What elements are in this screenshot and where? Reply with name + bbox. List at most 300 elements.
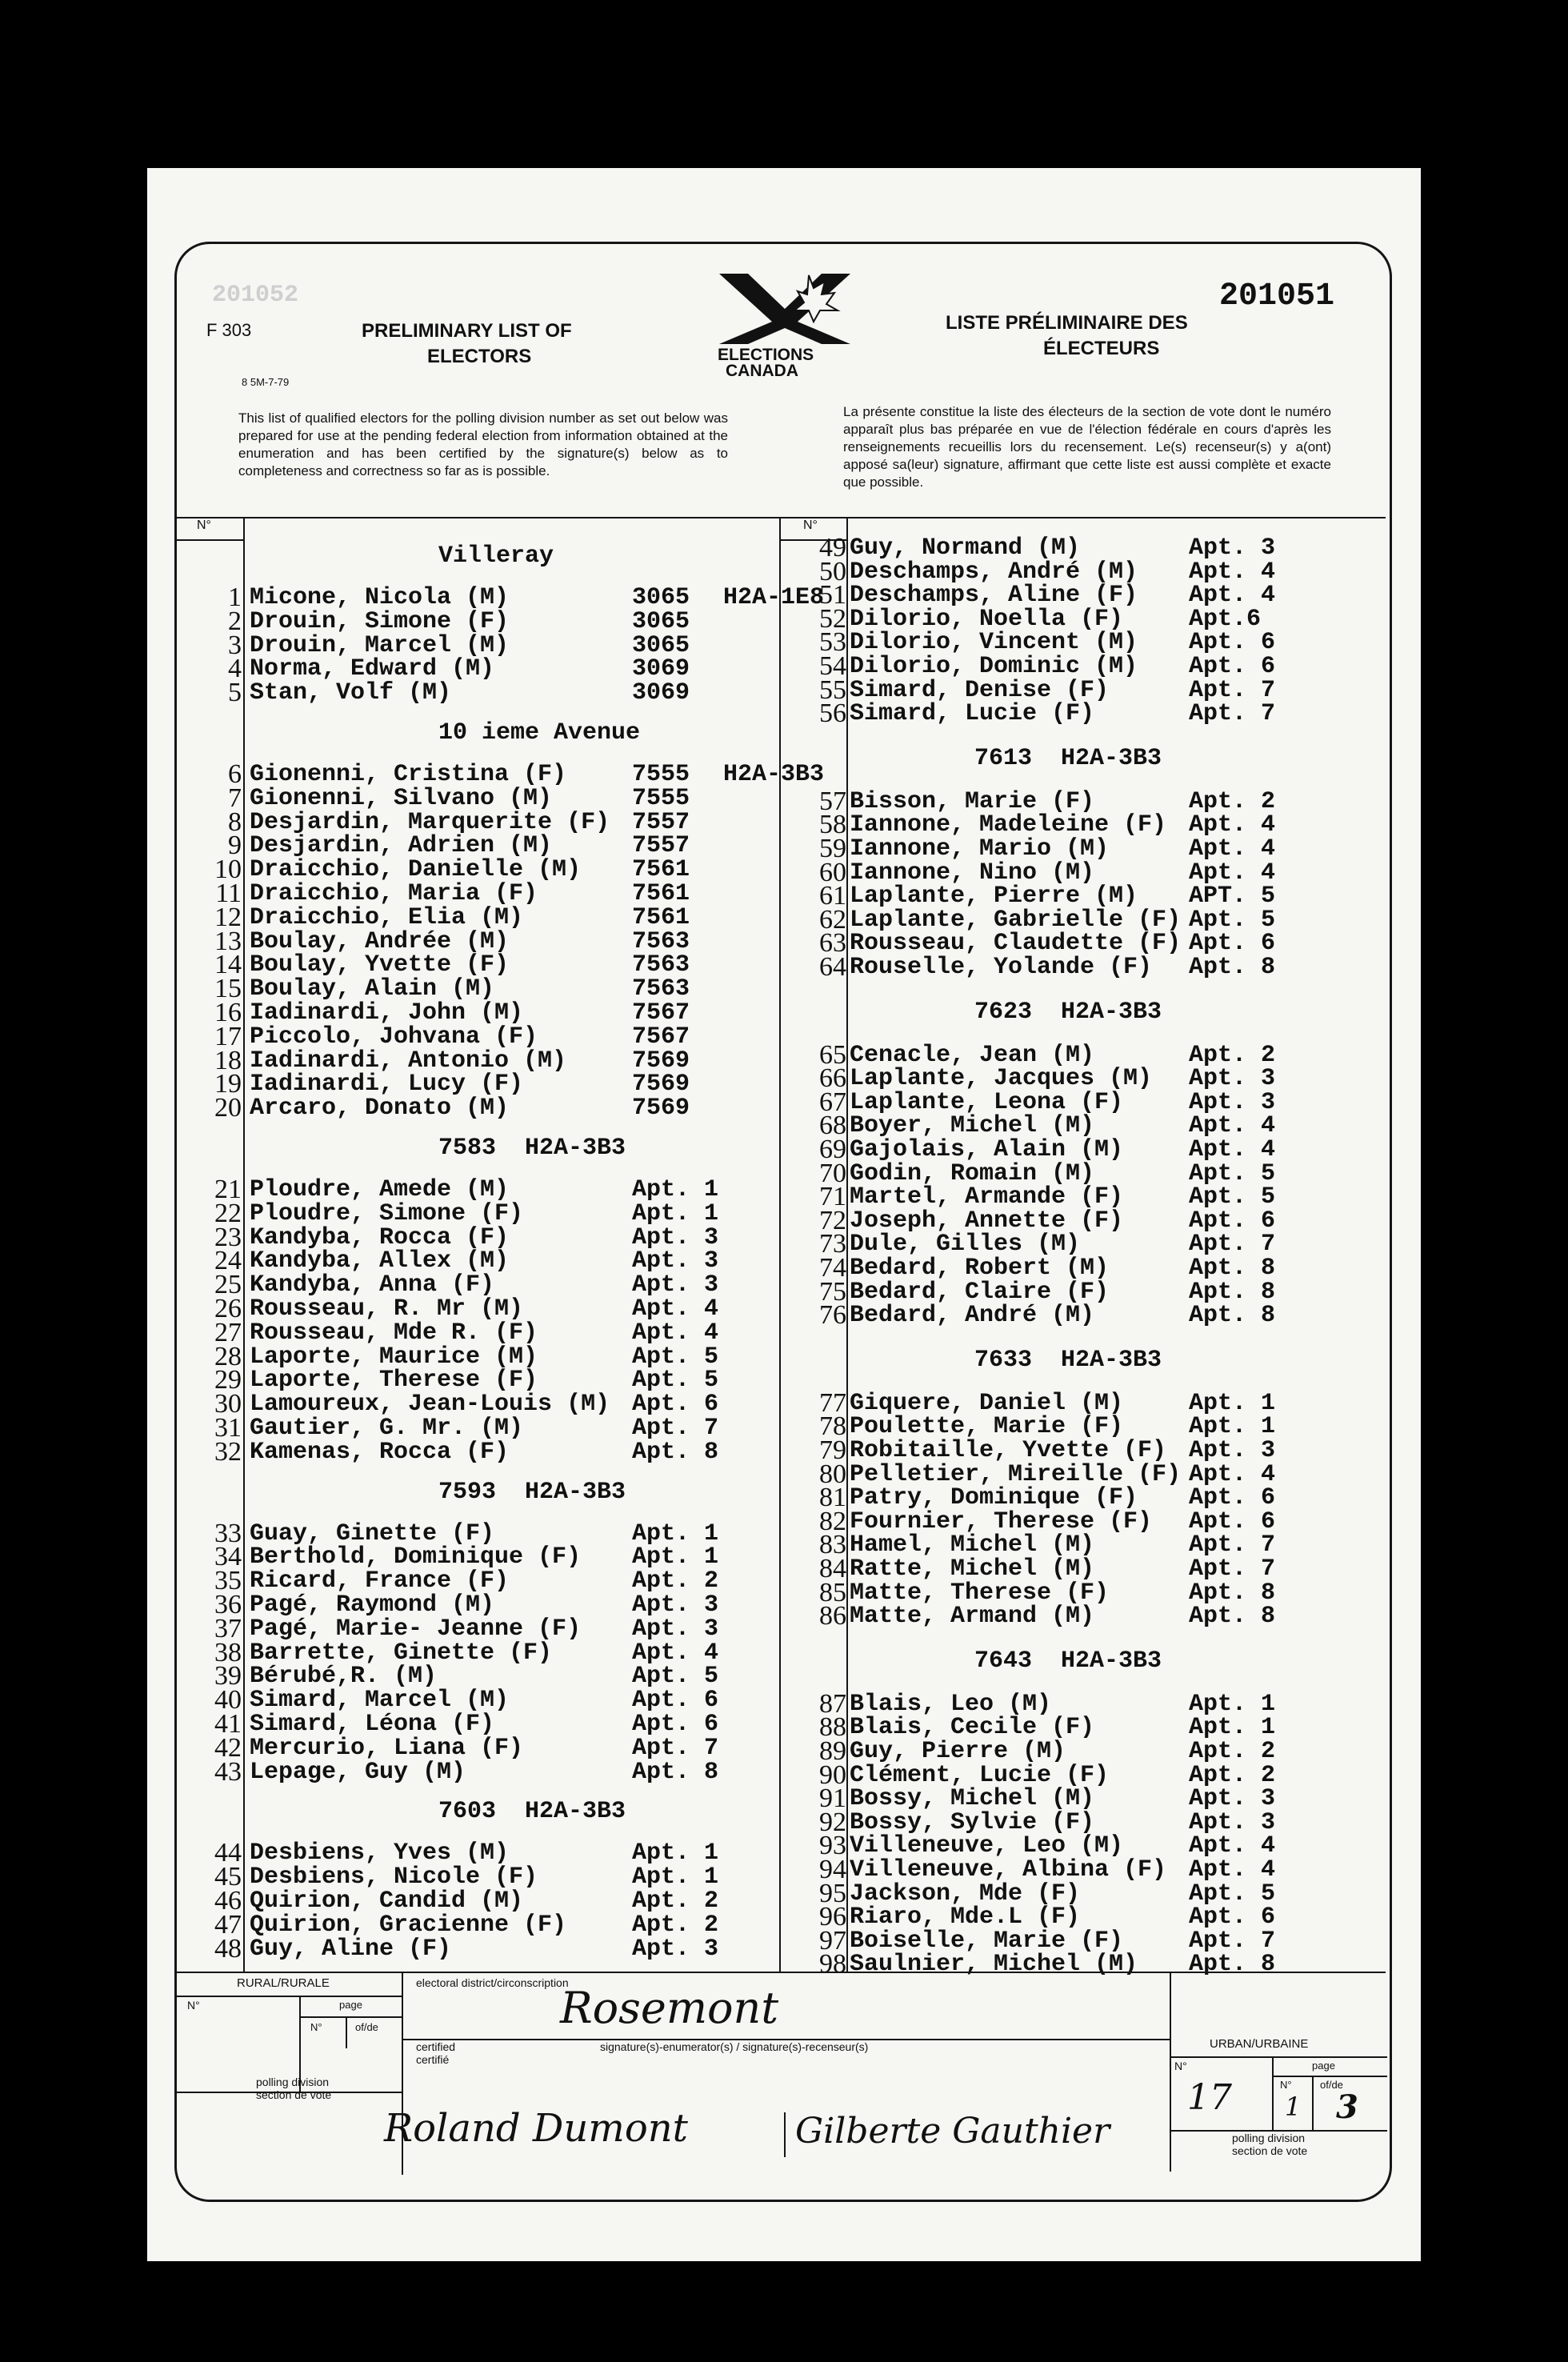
- elector-number: 90: [819, 1759, 846, 1790]
- elector-name: Matte, Therese (F): [850, 1579, 1110, 1607]
- elector-name: Boulay, Yvette (F): [250, 951, 510, 979]
- elector-name: Barrette, Ginette (F): [250, 1639, 553, 1667]
- elector-address: Apt. 6: [632, 1711, 719, 1738]
- elector-address: Apt. 2: [632, 1888, 719, 1915]
- title-en-line1: PRELIMINARY LIST OF: [362, 320, 572, 342]
- left-no-rule: [176, 539, 243, 541]
- elector-address: Apt. 8: [1189, 1951, 1276, 1979]
- elector-name: Desjardin, Marquerite (F): [250, 808, 610, 836]
- rural-no-label: N°: [187, 1999, 200, 2012]
- elector-address: Apt. 4: [1189, 859, 1276, 887]
- rural-polling-en: polling division: [256, 2076, 330, 2088]
- elector-number: 51: [819, 580, 846, 611]
- elector-address: Apt. 4: [1189, 835, 1276, 863]
- elector-address: Apt. 1: [1189, 1413, 1276, 1441]
- elector-number: 6: [228, 759, 242, 789]
- elector-address: Apt. 4: [1189, 558, 1276, 586]
- document-number: 201051: [1219, 278, 1335, 314]
- elector-name: Rousseau, Claudette (F): [850, 930, 1182, 958]
- form-number: F 303: [206, 320, 252, 340]
- elector-number: 32: [214, 1436, 242, 1467]
- urban-page-number: 1: [1285, 2092, 1302, 2122]
- elector-address: Apt. 3: [632, 1247, 719, 1275]
- elector-name: Robitaille, Yvette (F): [850, 1437, 1167, 1464]
- elector-name: Guy, Pierre (M): [850, 1738, 1066, 1765]
- right-no-header: N°: [803, 518, 818, 532]
- elector-name: Iadinardi, Lucy (F): [250, 1071, 524, 1099]
- elector-name: Draicchio, Elia (M): [250, 903, 524, 931]
- elector-address: Apt. 2: [1189, 1041, 1276, 1069]
- elector-address: Apt. 2: [1189, 787, 1276, 815]
- elector-number: 34: [214, 1542, 242, 1572]
- elector-number: 74: [819, 1253, 846, 1283]
- elector-name: Deschamps, André (M): [850, 558, 1138, 586]
- elector-address: Apt. 1: [632, 1543, 719, 1571]
- elector-name: Laplante, Gabrielle (F): [850, 906, 1182, 934]
- elector-address: Apt. 5: [1189, 1183, 1276, 1211]
- elector-name: Saulnier, Michel (M): [850, 1951, 1138, 1979]
- elector-name: Gionenni, Silvano (M): [250, 784, 553, 812]
- title-fr-line1: LISTE PRÉLIMINAIRE DES: [946, 312, 1188, 334]
- logo-text-line1: ELECTIONS: [718, 346, 814, 364]
- urban-polling-number: 17: [1187, 2077, 1232, 2118]
- elector-name: Bérubé,R. (M): [250, 1663, 438, 1691]
- elector-number: 16: [214, 998, 242, 1027]
- elector-number: 80: [819, 1459, 846, 1489]
- street-heading: 7583 H2A-3B3: [438, 1135, 626, 1162]
- elector-number: 9: [228, 831, 242, 861]
- elector-address: 7561: [632, 880, 690, 907]
- elector-number: 96: [819, 1902, 846, 1932]
- elector-name: Poulette, Marie (F): [850, 1413, 1124, 1441]
- elector-number: 75: [819, 1276, 846, 1307]
- elector-number: 88: [819, 1712, 846, 1743]
- elector-name: Villeneuve, Leo (M): [850, 1832, 1124, 1860]
- elector-number: 81: [819, 1483, 846, 1513]
- signature-1: Roland Dumont: [384, 2106, 688, 2151]
- elector-address: 7563: [632, 927, 690, 955]
- elector-number: 70: [819, 1158, 846, 1188]
- elector-name: Boiselle, Marie (F): [850, 1927, 1124, 1955]
- elector-number: 87: [819, 1688, 846, 1719]
- urban-page-no-label: N°: [1280, 2079, 1292, 2091]
- elector-name: Iannone, Mario (M): [850, 835, 1110, 863]
- district-label: electoral district/circonscription: [416, 1976, 569, 1989]
- title-fr-line2: ÉLECTEURS: [1043, 338, 1160, 359]
- elector-address: 3069: [632, 679, 690, 707]
- elector-number: 91: [819, 1784, 846, 1814]
- elector-number: 28: [214, 1341, 242, 1371]
- elector-name: Ricard, France (F): [250, 1567, 510, 1595]
- elector-name: Blais, Leo (M): [850, 1690, 1052, 1718]
- elector-number: 3: [228, 630, 242, 660]
- elector-address: Apt. 5: [632, 1663, 719, 1691]
- urban-of-label: of/de: [1320, 2079, 1343, 2091]
- elector-number: 92: [819, 1807, 846, 1837]
- elector-address: Apt. 8: [632, 1758, 719, 1786]
- elector-address: 7557: [632, 832, 690, 860]
- elector-name: Lamoureux, Jean-Louis (M): [250, 1391, 610, 1419]
- elector-address: Apt. 6: [632, 1391, 719, 1419]
- elector-number: 30: [214, 1389, 242, 1419]
- elector-address: Apt. 7: [632, 1734, 719, 1762]
- elections-canada-logo: [714, 270, 855, 382]
- elector-number: 49: [819, 533, 846, 562]
- elector-name: Laporte, Therese (F): [250, 1367, 538, 1395]
- elector-name: Patry, Dominique (F): [850, 1484, 1138, 1512]
- intro-text-en: This list of qualified electors for the polling division number as set out below was prepared for use at the pending federal election from information obtained at the enumeration and has been certified by the signature(s) below as to completeness and correctness so far as is possible.: [238, 410, 728, 478]
- elector-name: Desjardin, Adrien (M): [250, 832, 553, 860]
- elector-address: Apt. 7: [1189, 1531, 1276, 1559]
- elector-name: Iannone, Nino (M): [850, 859, 1095, 887]
- elector-number: 24: [214, 1246, 242, 1276]
- elector-address: Apt. 1: [632, 1864, 719, 1892]
- elector-number: 97: [819, 1925, 846, 1956]
- elector-address: 7561: [632, 856, 690, 884]
- elector-name: Simard, Léona (F): [250, 1711, 495, 1738]
- elector-number: 1: [228, 582, 242, 612]
- elector-address: Apt. 2: [1189, 1761, 1276, 1789]
- elector-name: Iannone, Madeleine (F): [850, 811, 1167, 839]
- elector-number: 82: [819, 1506, 846, 1536]
- elector-number: 57: [819, 786, 846, 816]
- rural-page-label: page: [339, 1999, 362, 2011]
- elector-number: 29: [214, 1365, 242, 1395]
- elector-name: Gautier, G. Mr. (M): [250, 1415, 524, 1442]
- elector-name: Cenacle, Jean (M): [850, 1041, 1095, 1069]
- elector-name: Desbiens, Nicole (F): [250, 1864, 538, 1892]
- elector-name: Ploudre, Amede (M): [250, 1176, 510, 1203]
- elector-number: 69: [819, 1135, 846, 1164]
- elector-number: 63: [819, 928, 846, 959]
- elector-name: Dilorio, Dominic (M): [850, 653, 1138, 680]
- urban-no-label: N°: [1174, 2060, 1187, 2072]
- elector-number: 76: [819, 1300, 846, 1331]
- elector-address: Apt. 6: [1189, 930, 1276, 958]
- elector-name: Dule, Gilles (M): [850, 1231, 1081, 1259]
- elector-number: 61: [819, 881, 846, 911]
- elector-number: 64: [819, 952, 846, 982]
- elector-name: Martel, Armande (F): [850, 1183, 1124, 1211]
- elector-name: Boulay, Alain (M): [250, 975, 495, 1003]
- elector-name: Drouin, Simone (F): [250, 607, 510, 635]
- elector-address: 7567: [632, 1023, 690, 1051]
- elector-address: 7563: [632, 951, 690, 979]
- elector-number: 95: [819, 1878, 846, 1908]
- elector-name: Rousseau, Mde R. (F): [250, 1319, 538, 1347]
- elector-number: 83: [819, 1530, 846, 1560]
- elector-address: Apt. 3: [632, 1615, 719, 1643]
- elector-name: Draicchio, Danielle (M): [250, 856, 582, 884]
- elector-number: 85: [819, 1577, 846, 1607]
- elector-number: 39: [214, 1661, 242, 1691]
- elector-name: Gajolais, Alain (M): [850, 1136, 1124, 1163]
- elector-address: Apt. 5: [632, 1367, 719, 1395]
- elector-name: Godin, Romain (M): [850, 1159, 1095, 1187]
- elector-name: Jackson, Mde (F): [850, 1880, 1081, 1908]
- street-heading: 7623 H2A-3B3: [974, 998, 1162, 1026]
- elector-address: Apt. 2: [1189, 1738, 1276, 1765]
- elector-name: Pagé, Marie- Jeanne (F): [250, 1615, 582, 1643]
- elector-name: Simard, Marcel (M): [250, 1687, 510, 1715]
- elector-address: 7561: [632, 903, 690, 931]
- elector-number: 35: [214, 1566, 242, 1596]
- elector-number: 15: [214, 974, 242, 1004]
- elector-address: Apt. 7: [1189, 1555, 1276, 1583]
- elector-address: Apt. 4: [632, 1319, 719, 1347]
- elector-number: 42: [214, 1732, 242, 1763]
- elector-name: Clément, Lucie (F): [850, 1761, 1110, 1789]
- elector-number: 40: [214, 1685, 242, 1715]
- elector-number: 50: [819, 556, 846, 586]
- right-number-divider: [846, 517, 848, 1972]
- urban-page-label: page: [1312, 2060, 1335, 2072]
- elector-name: Boyer, Michel (M): [850, 1112, 1095, 1140]
- elector-number: 68: [819, 1111, 846, 1141]
- elector-name: Quirion, Candid (M): [250, 1888, 524, 1915]
- street-heading: 7643 H2A-3B3: [974, 1647, 1162, 1675]
- elector-name: Stan, Volf (M): [250, 679, 452, 707]
- elector-number: 17: [214, 1021, 242, 1051]
- elector-name: Riaro, Mde.L (F): [850, 1904, 1081, 1932]
- elector-number: 93: [819, 1831, 846, 1861]
- logo-text-line2: CANADA: [726, 362, 798, 380]
- elector-name: Iadinardi, John (M): [250, 999, 524, 1027]
- title-en-line2: ELECTORS: [427, 346, 532, 367]
- elector-address: Apt. 7: [1189, 676, 1276, 704]
- elector-address: Apt. 3: [632, 1935, 719, 1963]
- intro-text-fr: La présente constitue la liste des électeurs de la section de vote dont le numéro apparaît plus bas préparée en vue de l'élection fédérale en cours d'après les renseignements recueillis lors du recensement. Le(s) recenseur(s) y a(ont) apposé sa(leur) signature, affirmant que cette liste est aussi complète et exacte que possible.: [843, 404, 1331, 490]
- elector-address: Apt. 6: [1189, 653, 1276, 680]
- elector-name: Bedard, André (M): [850, 1302, 1095, 1330]
- elector-number: 10: [214, 855, 242, 885]
- elector-address: Apt. 3: [632, 1223, 719, 1251]
- elector-address: Apt. 1: [632, 1840, 719, 1868]
- elector-number: 21: [214, 1175, 242, 1204]
- column-divider: [779, 517, 781, 1972]
- elector-number: 48: [214, 1933, 242, 1964]
- elector-address: 7563: [632, 975, 690, 1003]
- elector-name: Pelletier, Mireille (F): [850, 1460, 1182, 1488]
- elector-number: 73: [819, 1229, 846, 1259]
- elector-address: Apt. 4: [1189, 1832, 1276, 1860]
- signature-2: Gilberte Gauthier: [795, 2111, 1110, 2152]
- elector-name: Laporte, Maurice (M): [250, 1343, 538, 1371]
- postal-code: H2A-1E8: [723, 584, 825, 611]
- elector-address: Apt. 8: [632, 1438, 719, 1466]
- elector-number: 53: [819, 627, 846, 658]
- elector-number: 72: [819, 1205, 846, 1235]
- elector-address: 7569: [632, 1095, 690, 1123]
- urban-polling-fr: section de vote: [1232, 2144, 1308, 2157]
- elector-number: 14: [214, 950, 242, 980]
- elector-number: 20: [214, 1093, 242, 1123]
- urban-page-of: 3: [1336, 2088, 1358, 2126]
- rural-label: RURAL/RURALE: [237, 1976, 330, 1990]
- street-heading: 7593 H2A-3B3: [438, 1478, 626, 1506]
- elector-number: 43: [214, 1756, 242, 1787]
- elector-number: 55: [819, 675, 846, 705]
- elector-name: Hamel, Michel (M): [850, 1531, 1095, 1559]
- rural-polling-fr: section de vote: [256, 2088, 332, 2101]
- elector-name: Piccolo, Johvana (F): [250, 1023, 538, 1051]
- elector-number: 5: [228, 678, 242, 708]
- elector-address: Apt. 4: [632, 1295, 719, 1323]
- elector-address: 3069: [632, 655, 690, 683]
- elector-name: Bisson, Marie (F): [850, 787, 1095, 815]
- urban-polling-en: polling division: [1232, 2132, 1306, 2144]
- elector-name: Rouselle, Yolande (F): [850, 954, 1153, 981]
- elector-name: Villeneuve, Albina (F): [850, 1856, 1167, 1884]
- elector-number: 45: [214, 1862, 242, 1892]
- elector-name: Dilorio, Vincent (M): [850, 629, 1138, 657]
- elector-name: Matte, Armand (M): [850, 1603, 1095, 1631]
- elector-name: Bedard, Claire (F): [850, 1278, 1110, 1306]
- elector-number: 22: [214, 1198, 242, 1228]
- elector-address: Apt. 3: [1189, 1088, 1276, 1116]
- elector-number: 65: [819, 1039, 846, 1070]
- elector-number: 7: [228, 783, 242, 813]
- elector-number: 41: [214, 1709, 242, 1739]
- urban-box-left: [1170, 1973, 1171, 2172]
- district-handwritten: Rosemont: [560, 1983, 779, 2033]
- elector-name: Bossy, Michel (M): [850, 1785, 1095, 1813]
- rural-box: [176, 1973, 403, 2175]
- elector-name: Lepage, Guy (M): [250, 1758, 466, 1786]
- elector-address: Apt. 3: [632, 1271, 719, 1299]
- elector-name: Pagé, Raymond (M): [250, 1591, 495, 1619]
- elector-address: Apt. 8: [1189, 1302, 1276, 1330]
- elector-address: Apt. 7: [1189, 1231, 1276, 1259]
- elector-address: Apt. 1: [1189, 1714, 1276, 1742]
- elector-address: Apt. 3: [1189, 1437, 1276, 1464]
- street-heading: 10 ieme Avenue: [438, 719, 641, 747]
- elector-name: Giquere, Daniel (M): [850, 1389, 1124, 1417]
- elector-address: Apt. 7: [1189, 1927, 1276, 1955]
- elector-number: 13: [214, 926, 242, 956]
- elector-number: 33: [214, 1518, 242, 1548]
- certified-label-fr: certifié: [416, 2053, 450, 2066]
- elector-name: Laplante, Leona (F): [850, 1088, 1124, 1116]
- elector-number: 94: [819, 1855, 846, 1884]
- elector-name: Dilorio, Noella (F): [850, 605, 1124, 633]
- elector-address: Apt. 6: [1189, 1904, 1276, 1932]
- elector-name: Guy, Aline (F): [250, 1935, 452, 1963]
- elector-address: Apt. 5: [1189, 1159, 1276, 1187]
- elector-address: 7557: [632, 808, 690, 836]
- elector-address: Apt. 3: [1189, 1808, 1276, 1836]
- elector-number: 26: [214, 1294, 242, 1323]
- elector-address: Apt. 7: [1189, 700, 1276, 728]
- elector-number: 11: [215, 879, 242, 908]
- elector-name: Micone, Nicola (M): [250, 584, 510, 611]
- elector-address: 3065: [632, 631, 690, 659]
- elector-number: 62: [819, 904, 846, 935]
- elector-address: Apt. 4: [1189, 1856, 1276, 1884]
- certified-label-en: certified: [416, 2040, 456, 2053]
- elector-address: Apt. 1: [632, 1519, 719, 1547]
- elector-address: Apt. 4: [1189, 1460, 1276, 1488]
- elector-address: APT. 5: [1189, 883, 1276, 911]
- elector-address: Apt. 6: [1189, 629, 1276, 657]
- elector-number: 2: [228, 606, 242, 636]
- elector-address: Apt. 1: [1189, 1690, 1276, 1718]
- elector-number: 79: [819, 1435, 846, 1465]
- left-number-divider: [243, 517, 245, 1972]
- elector-number: 78: [819, 1411, 846, 1442]
- elector-number: 67: [819, 1087, 846, 1117]
- elector-number: 27: [214, 1317, 242, 1347]
- elector-name: Guy, Normand (M): [850, 534, 1081, 562]
- elector-name: Quirion, Gracienne (F): [250, 1911, 567, 1939]
- elector-address: Apt.6: [1189, 605, 1262, 633]
- elector-name: Desbiens, Yves (M): [250, 1840, 510, 1868]
- elector-address: Apt. 5: [632, 1343, 719, 1371]
- elector-address: Apt. 3: [1189, 1785, 1276, 1813]
- faint-stamp: 201052: [212, 282, 299, 309]
- urban-label: URBAN/URBAINE: [1210, 2037, 1309, 2051]
- elector-number: 25: [214, 1270, 242, 1300]
- elector-number: 60: [819, 857, 846, 887]
- elector-name: Draicchio, Maria (F): [250, 880, 538, 907]
- form-date: 8 5M-7-79: [242, 376, 290, 388]
- elector-address: Apt. 5: [1189, 1880, 1276, 1908]
- elector-address: 3065: [632, 607, 690, 635]
- elector-number: 71: [819, 1182, 846, 1212]
- elector-number: 12: [214, 902, 242, 932]
- elector-address: Apt. 4: [1189, 582, 1276, 610]
- elector-address: Apt. 6: [1189, 1207, 1276, 1235]
- elector-name: Blais, Cecile (F): [850, 1714, 1095, 1742]
- elector-name: Fournier, Therese (F): [850, 1507, 1153, 1535]
- elector-address: Apt. 8: [1189, 954, 1276, 981]
- elector-address: Apt. 1: [1189, 1389, 1276, 1417]
- elector-number: 8: [228, 807, 242, 837]
- signature-label: signature(s)-enumerator(s) / signature(s)-recenseur(s): [600, 2040, 869, 2053]
- elector-address: Apt. 2: [632, 1567, 719, 1595]
- street-heading: 7633 H2A-3B3: [974, 1346, 1162, 1374]
- table-top-rule: [176, 517, 1386, 518]
- elector-address: Apt. 4: [632, 1639, 719, 1667]
- elector-number: 38: [214, 1637, 242, 1667]
- elector-address: Apt. 6: [1189, 1484, 1276, 1512]
- elector-address: Apt. 8: [1189, 1579, 1276, 1607]
- elector-number: 44: [214, 1838, 242, 1868]
- elector-address: 7555: [632, 784, 690, 812]
- rural-page-no-label: N°: [310, 2021, 322, 2033]
- elector-address: Apt. 3: [1189, 534, 1276, 562]
- elector-name: Norma, Edward (M): [250, 655, 495, 683]
- elector-address: Apt. 4: [1189, 1136, 1276, 1163]
- elector-address: 7555: [632, 761, 690, 788]
- elector-number: 84: [819, 1554, 846, 1583]
- left-no-header: N°: [197, 518, 211, 532]
- elector-name: Kandyba, Allex (M): [250, 1247, 510, 1275]
- elector-name: Laplante, Pierre (M): [850, 883, 1138, 911]
- street-heading: Villeray: [438, 542, 554, 570]
- elector-number: 46: [214, 1886, 242, 1916]
- elector-name: Guay, Ginette (F): [250, 1519, 495, 1547]
- postal-code: H2A-3B3: [723, 761, 825, 788]
- elector-number: 4: [228, 654, 242, 684]
- elector-number: 19: [214, 1069, 242, 1099]
- elector-address: Apt. 8: [1189, 1255, 1276, 1282]
- elector-number: 58: [819, 810, 846, 840]
- elector-number: 37: [214, 1613, 242, 1643]
- elector-address: Apt. 5: [1189, 906, 1276, 934]
- elector-address: Apt. 7: [632, 1415, 719, 1442]
- elector-name: Bossy, Sylvie (F): [850, 1808, 1095, 1836]
